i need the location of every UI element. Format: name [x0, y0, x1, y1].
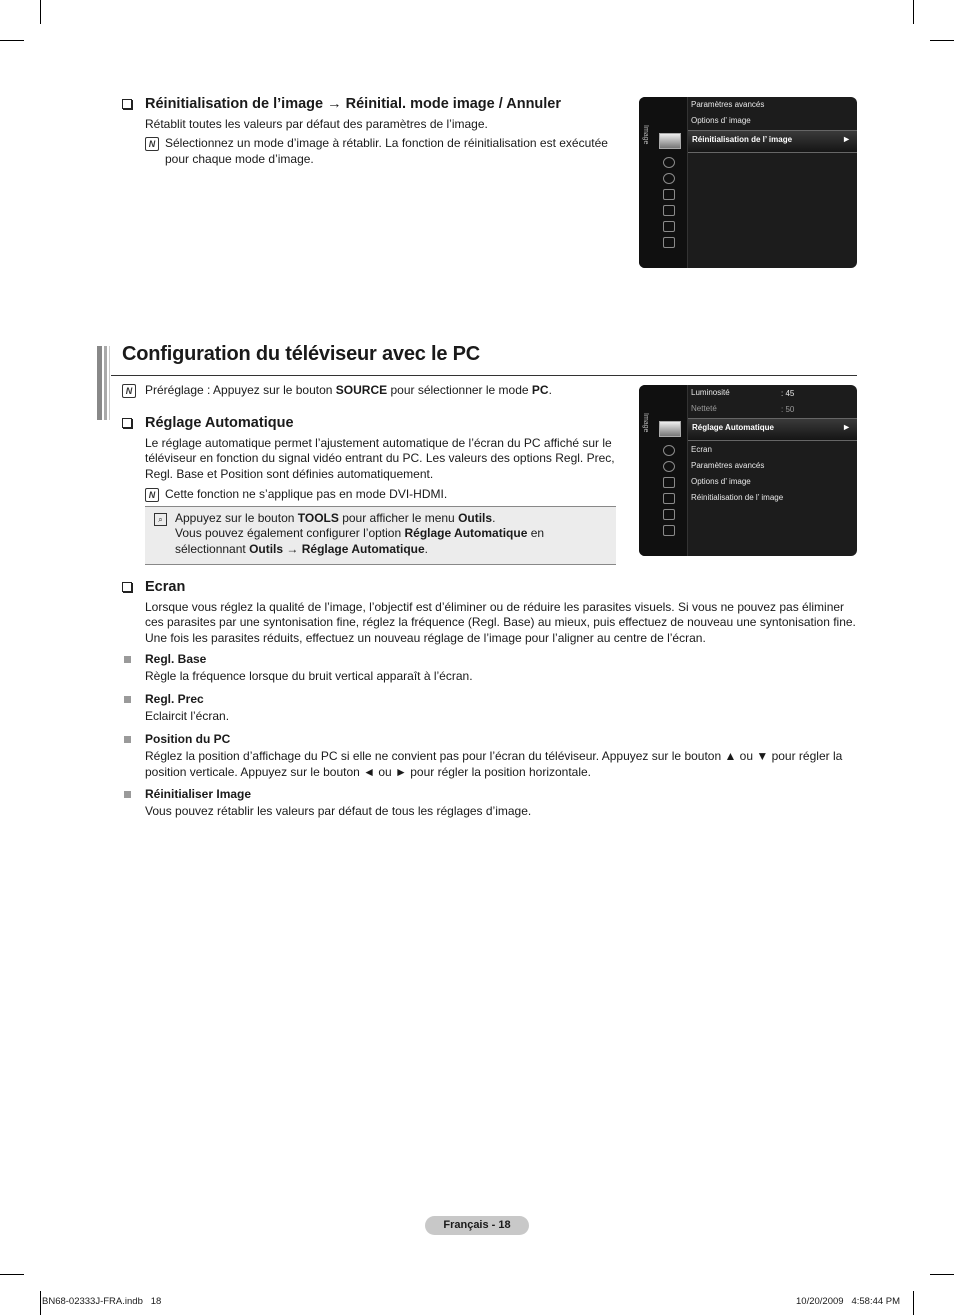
preset-text: pour sélectionner le mode — [387, 383, 532, 397]
section-note: Sélectionnez un mode d’image à rétablir. La fonction de réinitialisation est exécutée pour chaque mode d’image. — [165, 136, 608, 166]
ecran-sub-list — [122, 652, 857, 827]
application-icon — [663, 221, 675, 232]
crop-mark — [930, 1274, 954, 1275]
sub-item — [122, 652, 857, 692]
auto-adjust-section — [122, 414, 624, 503]
preset-text: . — [548, 383, 552, 397]
menu-item: Paramètres avancés — [691, 100, 765, 109]
sub-title: Position du PC — [145, 732, 231, 746]
menu-item: Options d’ image — [691, 116, 751, 125]
tools-text: TOOLS — [297, 511, 339, 525]
menu-selected-label: Réglage Automatique — [692, 423, 774, 432]
picture-icon — [659, 421, 681, 437]
crop-mark — [930, 40, 954, 41]
menu-item-value: : 50 — [781, 405, 795, 414]
support-icon — [663, 237, 675, 248]
tools-text: → — [283, 541, 302, 556]
sub-text: Règle la fréquence lorsque du bruit vertical apparaît à l’écran. — [145, 669, 473, 684]
checkbox-bullet-icon — [122, 99, 132, 109]
page-number-badge: Français - 18 — [425, 1216, 529, 1235]
square-bullet-icon — [124, 696, 131, 703]
section-text: Lorsque vous réglez la qualité de l’image, l’objectif est d’éliminer ou de réduire les parasites visuels. Si vous ne pouvez pas éliminer ces parasites par une syntonisation fine, réglez la fréquence (Regl. Base) au mieux, puis effectuez de nouveau une syntonisation fine. Une fois les parasites réduits, effectuez un nouveau réglage de l’image pour l’aligner au centre de l’écran. — [145, 600, 856, 645]
sub-text: Vous pouvez rétablir les valeurs par défaut de tous les réglages d’image. — [145, 804, 532, 819]
title-bar-decoration — [104, 346, 107, 420]
tools-text: Réglage Automatique — [301, 541, 425, 556]
setup-icon — [663, 477, 675, 488]
page-title: Configuration du téléviseur avec le PC — [122, 343, 481, 365]
menu-selected-item — [688, 130, 857, 153]
sub-title: Regl. Base — [145, 652, 207, 666]
tools-text: pour afficher le menu — [338, 511, 459, 525]
section-note: Cette fonction ne s’applique pas en mode DVI-HDMI. — [165, 487, 448, 502]
crop-mark — [913, 0, 914, 24]
arrow-right-icon: ► — [842, 422, 851, 432]
tools-text: Outils — [458, 511, 493, 525]
tools-text: Appuyez sur le bouton — [175, 511, 298, 525]
channel-icon — [663, 461, 675, 472]
tools-icon: ⌕ — [154, 513, 167, 526]
sub-item — [122, 732, 857, 787]
menu-side-label: Image — [642, 413, 649, 433]
crop-mark — [913, 1291, 914, 1315]
tools-text: Réglage Automatique — [404, 526, 528, 541]
section-text: Le réglage automatique permet l’ajustement automatique de l’écran du PC affiché sur le téléviseur en fonction du signal vidéo entrant du PC. Les valeurs des options Regl. Prec, Regl. Base et Position sont définies automatiquement. — [145, 436, 615, 481]
section-heading: Ecran — [145, 579, 186, 595]
note-icon: N — [145, 137, 159, 151]
support-icon — [663, 525, 675, 536]
setup-icon — [663, 189, 675, 200]
menu-selected-label: Réinitialisation de l’ image — [692, 135, 793, 144]
section-heading: Réinitialisation de l’image → Réinitial. mode image / Annuler — [145, 96, 562, 112]
section-heading: Réglage Automatique — [145, 415, 294, 431]
menu-side-label: Image — [642, 125, 649, 145]
note-icon: N — [145, 488, 159, 502]
sub-text: Réglez la position d’affichage du PC si elle ne convient pas pour l’écran du téléviseur. Appuyez sur le bouton ▲ ou ▼ pour régler la position verticale. Appuyez sur le bouton ◄ ou ► pour régler la position horizontale. — [145, 749, 843, 779]
menu-item: Luminosité — [691, 388, 730, 397]
sound-icon — [663, 157, 675, 168]
sub-item — [122, 787, 857, 827]
arrow-right-icon: ► — [842, 134, 851, 144]
crop-mark — [0, 1274, 24, 1275]
sub-text: Eclaircit l’écran. — [145, 709, 230, 724]
menu-selected-item — [688, 418, 857, 441]
reset-image-section — [122, 95, 622, 167]
menu-item: Réinitialisation de l’ image — [691, 493, 784, 502]
square-bullet-icon — [124, 736, 131, 743]
tools-text: . — [424, 541, 428, 556]
menu-sidebar — [639, 385, 688, 556]
preset-note — [122, 383, 622, 398]
crop-mark — [40, 0, 41, 24]
crop-mark — [40, 1291, 41, 1315]
note-icon: N — [122, 384, 136, 398]
tools-box — [145, 506, 616, 565]
print-file-label: BN68-02333J-FRA.indb 18 — [42, 1296, 162, 1307]
print-datetime: 10/20/2009 4:58:44 PM — [796, 1296, 901, 1307]
preset-pc: PC — [531, 383, 549, 397]
tools-text: . — [492, 511, 496, 525]
tools-text: sélectionnant — [175, 541, 250, 556]
crop-mark — [0, 40, 24, 41]
sound-icon — [663, 445, 675, 456]
input-icon — [663, 493, 675, 504]
application-icon — [663, 509, 675, 520]
title-rule — [111, 375, 857, 376]
tools-text: Outils — [249, 541, 284, 556]
channel-icon — [663, 173, 675, 184]
square-bullet-icon — [124, 791, 131, 798]
square-bullet-icon — [124, 656, 131, 663]
checkbox-bullet-icon — [122, 418, 132, 428]
sub-item — [122, 692, 857, 732]
title-bar-decoration — [109, 346, 110, 420]
menu-item-value: : 45 — [781, 389, 795, 398]
menu-item: Options d’ image — [691, 477, 751, 486]
preset-text: Préréglage : Appuyez sur le bouton — [145, 383, 336, 397]
sub-title: Regl. Prec — [145, 692, 204, 706]
tools-text: Vous pouvez également configurer l’option — [175, 526, 405, 541]
menu-item: Ecran — [691, 445, 712, 454]
title-bar-decoration — [97, 346, 102, 420]
checkbox-bullet-icon — [122, 582, 132, 592]
preset-source: SOURCE — [335, 383, 388, 397]
section-text: Rétablit toutes les valeurs par défaut des paramètres de l’image. — [145, 117, 488, 131]
tv-menu-screenshot-2 — [639, 385, 857, 556]
menu-item: Paramètres avancés — [691, 461, 765, 470]
picture-icon — [659, 133, 681, 149]
ecran-section — [122, 578, 857, 646]
input-icon — [663, 205, 675, 216]
menu-sidebar — [639, 97, 688, 268]
sub-title: Réinitialiser Image — [145, 787, 252, 801]
tools-text: en — [527, 526, 545, 541]
tv-menu-screenshot-1 — [639, 97, 857, 268]
menu-item: Netteté — [691, 404, 717, 413]
